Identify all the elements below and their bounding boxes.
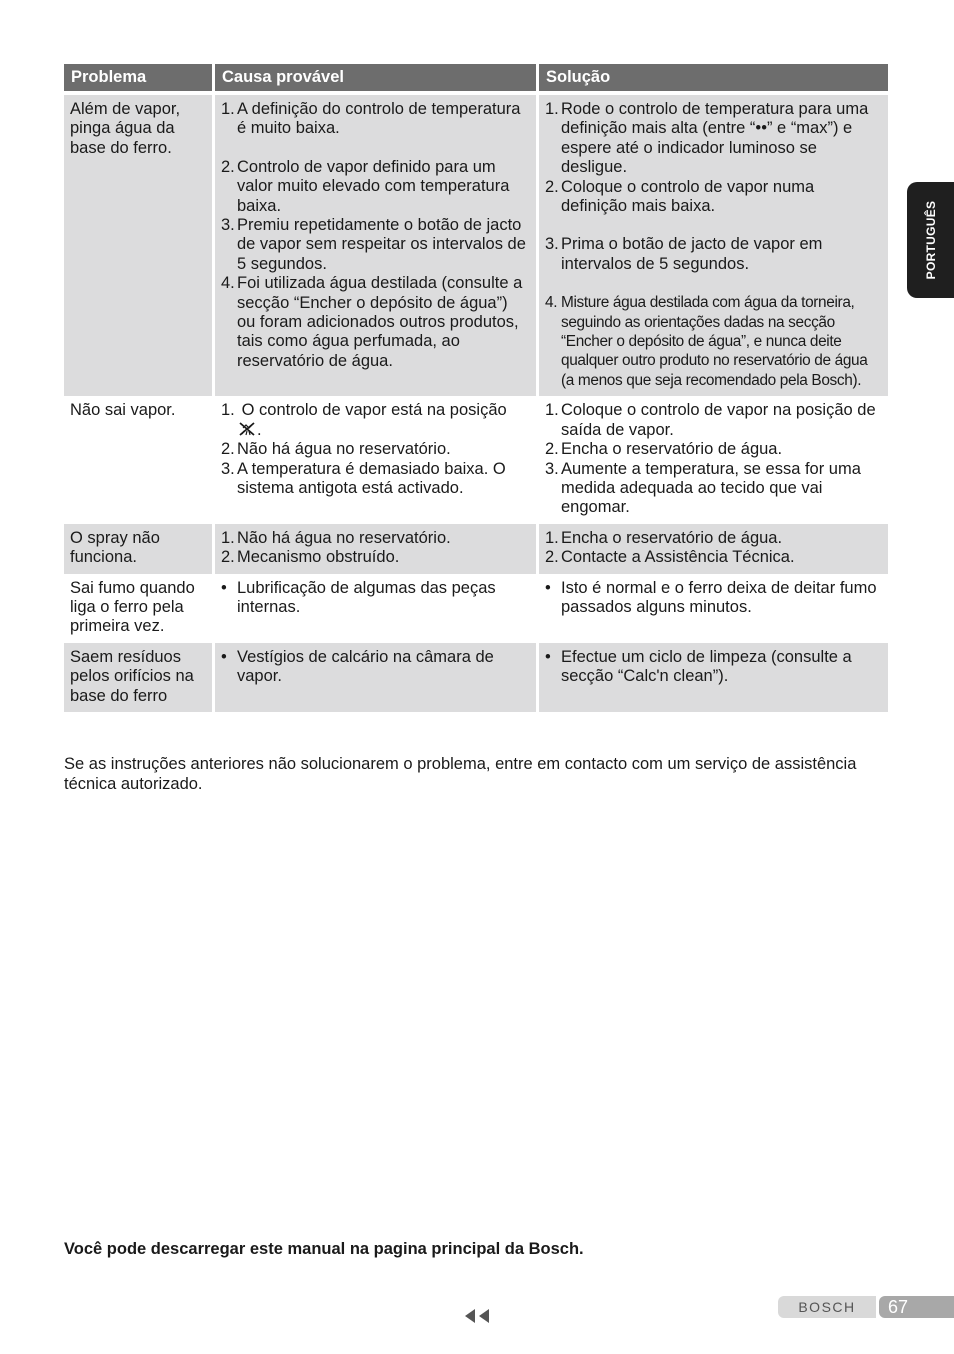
problem-cell: Não sai vapor. (70, 401, 176, 420)
solution-item: • Isto é normal e o ferro deixa de deitar fumo passados alguns minutos. (545, 578, 877, 616)
table-row (64, 643, 888, 712)
problem-cell: Saem resíduos pelos orifícios na base do ferro (64, 643, 212, 712)
cause-item: 2. Mecanismo obstruído. (221, 548, 400, 567)
header-problem: Problema (64, 64, 212, 95)
problem-cell: O spray não funciona. (64, 524, 212, 574)
cause-item: • Vestígios de calcário na câmara de vapor. (221, 647, 494, 686)
solution-item: 1. Coloque o controlo de vapor na posição de saída de vapor. (545, 401, 876, 439)
troubleshooting-table (64, 64, 888, 712)
footer-brand: BOSCH (778, 1296, 876, 1318)
cause-item: 1. A definição do controlo de temperatura é muito baixa. (221, 100, 521, 138)
solution-cell (536, 524, 888, 574)
solution-item: • Efectue um ciclo de limpeza (consulte a secção “Calc'n clean”). (545, 647, 852, 686)
cause-cell (212, 524, 536, 574)
solution-item: 2. Encha o reservatório de água. (545, 440, 783, 459)
cause-cell (212, 643, 536, 712)
table-row (64, 574, 888, 643)
table-header-row (64, 64, 888, 95)
solution-item: 4. Misture água destilada com água da torneira, seguindo as orientações dadas na secção “Encher o depósito de água”, e nunca deite qualquer outro produto no reservatório de água (a menos que seja recomendado pela Bosch). (545, 294, 868, 389)
cause-cell (212, 95, 536, 396)
solution-cell (536, 574, 888, 643)
solution-item: 1. Encha o reservatório de água. (545, 528, 783, 547)
cause-item: 3. Premiu repetidamente o botão de jacto de vapor sem respeitar os intervalos de 5 segundos. (221, 216, 526, 273)
cause-item: 2. Controlo de vapor definido para um valor muito elevado com temperatura baixa. (221, 157, 510, 215)
table-row (64, 524, 888, 574)
cause-item: 2. Não há água no reservatório. (221, 440, 451, 459)
cause-item: 1. Não há água no reservatório. (221, 528, 451, 547)
solution-item: 1. Rode o controlo de temperatura para uma definição mais alta (entre “••” e “max”) e espere até o indicador luminoso se desligue. (545, 100, 869, 177)
rewind-arrows-icon[interactable] (463, 1308, 491, 1324)
cause-item: 3. A temperatura é demasiado baixa. O sistema antigota está activado. (221, 459, 506, 497)
solution-item: 2. Contacte a Assistência Técnica. (545, 548, 795, 567)
solution-item: 3. Aumente a temperatura, se essa for uma medida adequada ao tecido que vai engomar. (545, 459, 861, 517)
table-row (64, 95, 888, 396)
service-note: Se as instruções anteriores não solucionarem o problema, entre em contacto com um serviço de assistência técnica autorizado. (64, 755, 857, 793)
solution-item: 2. Coloque o controlo de vapor numa definição mais baixa. (545, 177, 815, 216)
cause-item: 1. O controlo de vapor está na posição . (221, 401, 507, 439)
header-cause: Causa provável (212, 64, 536, 95)
solution-item: 3. Prima o botão de jacto de vapor em intervalos de 5 segundos. (545, 235, 823, 273)
download-note: Você pode descarregar este manual na pagina principal da Bosch. (64, 1240, 584, 1258)
cause-cell (212, 574, 536, 643)
header-solution: Solução (536, 64, 888, 95)
problem-cell: Além de vapor, pinga água da base do ferro. (64, 95, 212, 396)
solution-cell (536, 396, 888, 523)
cause-cell (212, 396, 536, 523)
solution-cell (536, 643, 888, 712)
solution-cell (536, 95, 888, 396)
cause-item: 4. Foi utilizada água destilada (consulte a secção “Encher o depósito de água”) ou foram adicionados outros produtos, tais como água perfumada, ao reservatório de água. (221, 274, 523, 370)
page-number: 67 (879, 1296, 954, 1318)
cause-item: • Lubrificação de algumas das peças internas. (221, 578, 496, 616)
no-steam-icon (237, 421, 257, 437)
language-tab (907, 182, 954, 298)
table-row (64, 396, 888, 523)
language-tab-label: PORTUGUÊS (923, 200, 938, 280)
problem-cell: Sai fumo quando liga o ferro pela primeira vez. (70, 578, 195, 636)
